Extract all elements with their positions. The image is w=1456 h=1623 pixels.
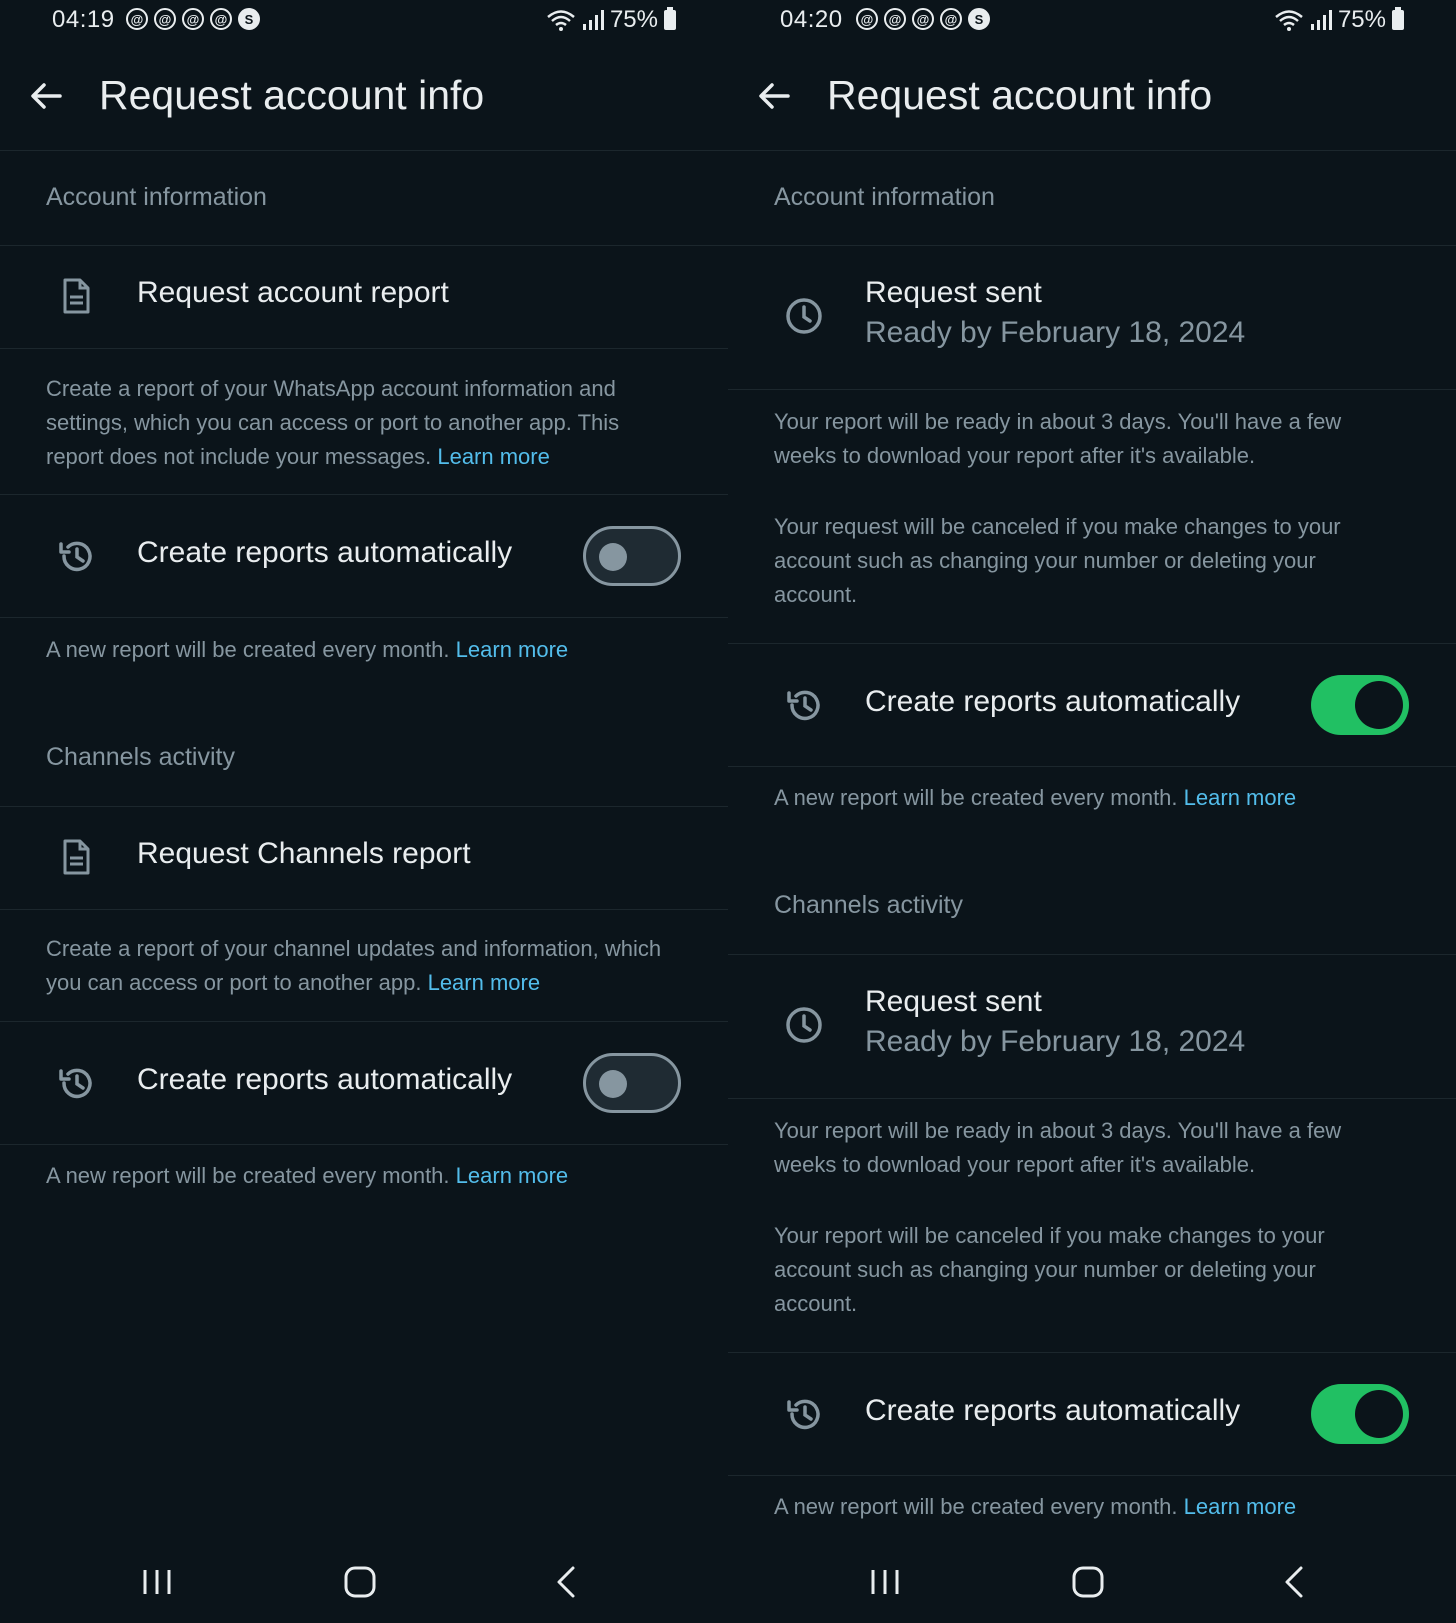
learn-more-link[interactable]: Learn more xyxy=(437,444,550,469)
monthly-note-text: A new report will be created every month. xyxy=(46,1163,450,1188)
channels-report-description xyxy=(46,932,676,1000)
system-indicators xyxy=(1274,6,1404,34)
home-icon[interactable] xyxy=(338,1560,382,1604)
right-screen xyxy=(728,0,1456,1623)
divider xyxy=(0,348,728,349)
monthly-note xyxy=(46,633,706,667)
toggle-knob xyxy=(599,1070,627,1098)
divider xyxy=(0,617,728,618)
nav-back-icon[interactable] xyxy=(1273,1560,1317,1604)
threads-notification-icon: @ xyxy=(182,8,204,30)
monthly-note xyxy=(46,1159,706,1193)
battery-icon xyxy=(1392,10,1404,30)
back-arrow-icon[interactable] xyxy=(754,76,794,116)
divider xyxy=(728,1098,1456,1099)
threads-notification-icon: @ xyxy=(912,8,934,30)
learn-more-link[interactable]: Learn more xyxy=(455,1163,569,1188)
document-icon xyxy=(56,276,96,316)
clock-icon xyxy=(784,1005,824,1045)
history-icon xyxy=(56,1063,96,1103)
auto-reports-toggle[interactable] xyxy=(583,1053,681,1113)
request-account-report-row[interactable] xyxy=(0,246,728,348)
battery-percent: 75% xyxy=(609,6,658,33)
ready-description: Your report will be ready in about 3 days. You'll have a few weeks to download your report after it's available. xyxy=(774,1118,1342,1177)
section-channels-activity: Channels activity xyxy=(46,743,235,771)
learn-more-link[interactable]: Learn more xyxy=(427,970,541,995)
auto-reports-label: Create reports automatically xyxy=(137,1063,513,1096)
divider xyxy=(728,1475,1456,1476)
recent-apps-icon[interactable] xyxy=(135,1560,179,1604)
shazam-notification-icon: S xyxy=(968,8,990,30)
ready-by-date: Ready by February 18, 2024 xyxy=(865,1025,1246,1058)
system-nav-bar xyxy=(0,1540,728,1620)
learn-more-link[interactable]: Learn more xyxy=(1183,785,1297,810)
divider xyxy=(0,909,728,910)
history-icon xyxy=(56,536,96,576)
status-time: 04:20 xyxy=(780,6,843,33)
auto-reports-toggle[interactable] xyxy=(583,526,681,586)
monthly-note xyxy=(774,1490,1434,1524)
signal-icon xyxy=(1310,9,1332,31)
toggle-knob xyxy=(1355,1390,1403,1438)
home-icon[interactable] xyxy=(1066,1560,1110,1604)
cancel-description: Your report will be canceled if you make changes to your account such as changing your number or deleting your account. xyxy=(774,1223,1325,1316)
back-arrow-icon[interactable] xyxy=(26,76,66,116)
app-bar xyxy=(0,50,728,151)
learn-more-link[interactable]: Learn more xyxy=(1183,1494,1297,1519)
page-title: Request account info xyxy=(99,72,485,118)
threads-notification-icon: @ xyxy=(856,8,878,30)
monthly-note-text: A new report will be created every month. xyxy=(774,785,1178,810)
auto-reports-account-row[interactable] xyxy=(728,644,1456,766)
battery-icon xyxy=(664,10,676,30)
wifi-icon xyxy=(1274,8,1304,32)
divider xyxy=(728,766,1456,767)
threads-notification-icon: @ xyxy=(210,8,232,30)
auto-reports-account-row[interactable] xyxy=(0,495,728,617)
clock-icon xyxy=(784,296,824,336)
request-sent-label: Request sent xyxy=(865,985,1042,1018)
wifi-icon xyxy=(546,8,576,32)
shazam-notification-icon: S xyxy=(238,8,260,30)
battery-percent: 75% xyxy=(1337,6,1386,33)
signal-icon xyxy=(582,9,604,31)
toggle-knob xyxy=(599,543,627,571)
request-channels-report-label: Request Channels report xyxy=(137,837,471,870)
auto-reports-toggle[interactable] xyxy=(1311,1384,1409,1444)
ready-description: Your report will be ready in about 3 days. You'll have a few weeks to download your report after it's available. xyxy=(774,409,1342,468)
app-bar xyxy=(728,50,1456,151)
status-bar xyxy=(0,0,728,44)
auto-reports-channels-row[interactable] xyxy=(0,1022,728,1144)
monthly-note-text: A new report will be created every month. xyxy=(46,637,450,662)
monthly-note xyxy=(774,781,1434,815)
channels-request-sent-row xyxy=(728,955,1456,1098)
divider xyxy=(0,1144,728,1145)
nav-back-icon[interactable] xyxy=(545,1560,589,1604)
notification-icons xyxy=(126,8,260,30)
ready-by-date: Ready by February 18, 2024 xyxy=(865,316,1246,349)
request-sent-label: Request sent xyxy=(865,276,1042,309)
system-nav-bar xyxy=(728,1540,1456,1620)
cancel-description: Your request will be canceled if you make changes to your account such as changing your number or deleting your account. xyxy=(774,514,1341,607)
section-channels-activity: Channels activity xyxy=(774,891,963,919)
system-indicators xyxy=(546,6,676,34)
threads-notification-icon: @ xyxy=(884,8,906,30)
toggle-knob xyxy=(1355,681,1403,729)
document-icon xyxy=(56,837,96,877)
threads-notification-icon: @ xyxy=(154,8,176,30)
auto-reports-channels-row[interactable] xyxy=(728,1353,1456,1475)
status-time: 04:19 xyxy=(52,6,115,33)
request-account-report-label: Request account report xyxy=(137,276,449,309)
section-account-information: Account information xyxy=(46,183,267,211)
learn-more-link[interactable]: Learn more xyxy=(455,637,569,662)
threads-notification-icon: @ xyxy=(940,8,962,30)
account-request-sent-row xyxy=(728,246,1456,389)
threads-notification-icon: @ xyxy=(126,8,148,30)
recent-apps-icon[interactable] xyxy=(863,1560,907,1604)
status-bar xyxy=(728,0,1456,44)
history-icon xyxy=(784,685,824,725)
auto-reports-label: Create reports automatically xyxy=(137,536,513,569)
notification-icons xyxy=(856,8,990,30)
account-report-description-text: Create a report of your WhatsApp account information and settings, which you can access or port to another app. This report does not include your messages. xyxy=(46,376,620,469)
history-icon xyxy=(784,1394,824,1434)
monthly-note-text: A new report will be created every month. xyxy=(774,1494,1178,1519)
divider xyxy=(728,389,1456,390)
auto-reports-toggle[interactable] xyxy=(1311,675,1409,735)
auto-reports-label: Create reports automatically xyxy=(865,1394,1241,1427)
page-title: Request account info xyxy=(827,72,1213,118)
channels-report-description-text: Create a report of your channel updates and information, which you can access or port to another app. xyxy=(46,936,662,995)
request-channels-report-row[interactable] xyxy=(0,807,728,909)
section-account-information: Account information xyxy=(774,183,995,211)
account-report-description xyxy=(46,372,676,474)
auto-reports-label: Create reports automatically xyxy=(865,685,1241,718)
